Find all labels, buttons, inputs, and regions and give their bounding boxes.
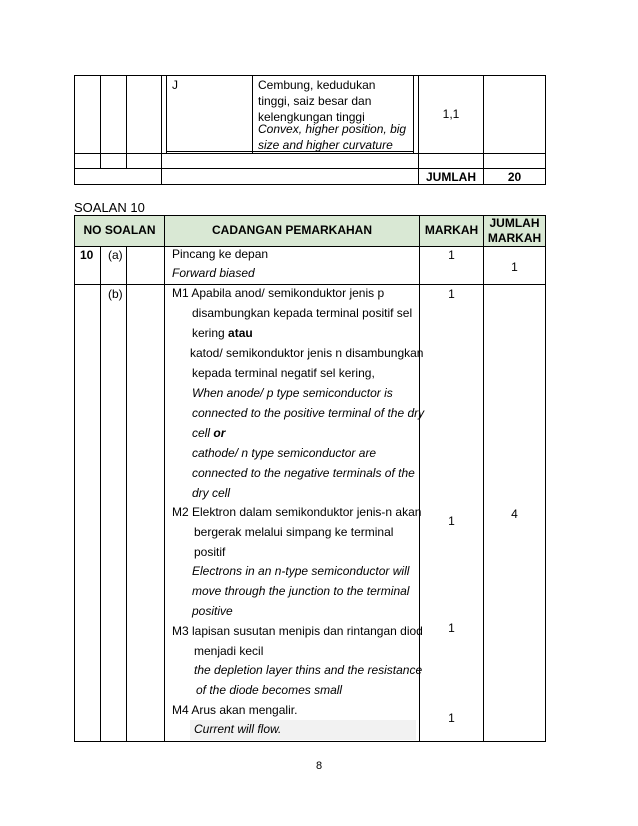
part-a-total: 1 <box>511 260 518 274</box>
m1-line-1: M1 Apabila anod/ semikonduktor jenis p <box>172 286 385 300</box>
m1-line-3: kering atau <box>192 326 253 340</box>
m3-line-1: M3 lapisan susutan menipis dan rintangan diod <box>172 624 423 638</box>
description-en: Convex, higher position, big size and higher curvature <box>258 122 407 152</box>
part-a-mark: 1 <box>448 248 455 262</box>
part-a-answer-ms: Pincang ke depan <box>172 247 269 261</box>
m3-en-line-1: the depletion layer thins and the resistance <box>194 663 423 677</box>
m3-line-2: menjadi kecil <box>194 644 264 658</box>
header-jumlah: JUMLAH <box>489 216 540 230</box>
part-b-total: 4 <box>511 507 518 521</box>
m4-en-line: Current will flow. <box>194 722 282 736</box>
m1-mark: 1 <box>448 287 455 301</box>
m2-en-line-1: Electrons in an n-type semiconductor will <box>192 564 410 578</box>
m1-en-line-2: connected to the positive terminal of the dry <box>192 406 425 420</box>
page-number: 8 <box>315 760 323 772</box>
m2-line-2: bergerak melalui simpang ke terminal <box>194 525 394 539</box>
m2-mark: 1 <box>448 514 455 528</box>
question-number: 10 <box>80 248 94 262</box>
part-a-answer-en: Forward biased <box>172 266 255 280</box>
header-jumlah-markah: MARKAH <box>487 231 542 245</box>
top-mark: 1,1 <box>442 107 460 121</box>
row-letter: J <box>172 78 178 92</box>
m1-en-line-1: When anode/ p type semiconductor is <box>192 386 393 400</box>
total-label: JUMLAH <box>426 170 476 184</box>
m1-en-line-5: connected to the negative terminals of the <box>192 466 415 480</box>
m3-en-line-2: of the diode becomes small <box>196 683 343 697</box>
m2-line-3: positif <box>194 545 226 559</box>
header-cadangan: CADANGAN PEMARKAHAN <box>212 223 372 237</box>
m1-en-line-6: dry cell <box>192 486 231 500</box>
m3-mark: 1 <box>448 621 455 635</box>
section-title: SOALAN 10 <box>74 200 145 215</box>
m1-en-line-4: cathode/ n type semiconductor are <box>192 446 377 460</box>
m4-line: M4 Arus akan mengalir. <box>172 703 298 717</box>
m1-line-4: katod/ semikonduktor jenis n disambungkan <box>190 346 424 360</box>
m1-en-line-3: cell or <box>192 426 226 440</box>
part-b-label: (b) <box>108 287 123 301</box>
m1-line-5: kepada terminal negatif sel kering, <box>192 366 375 380</box>
m2-en-line-2: move through the junction to the terminal <box>192 584 410 598</box>
m1-atau: atau <box>228 326 253 340</box>
m2-line-1: M2 Elektron dalam semikonduktor jenis-n akan <box>172 505 422 519</box>
m2-en-line-3: positive <box>192 604 233 618</box>
m4-mark: 1 <box>448 711 455 725</box>
total-value: 20 <box>507 170 522 184</box>
description-ms: Cembung, kedudukan tinggi, saiz besar dan kelengkungan tinggi <box>258 78 376 124</box>
part-a-label: (a) <box>108 248 123 262</box>
header-markah: MARKAH <box>424 223 479 237</box>
m1-line-2: disambungkan kepada terminal positif sel <box>192 306 413 320</box>
m1-or: or <box>213 426 226 440</box>
header-no-soalan: NO SOALAN <box>83 223 156 237</box>
